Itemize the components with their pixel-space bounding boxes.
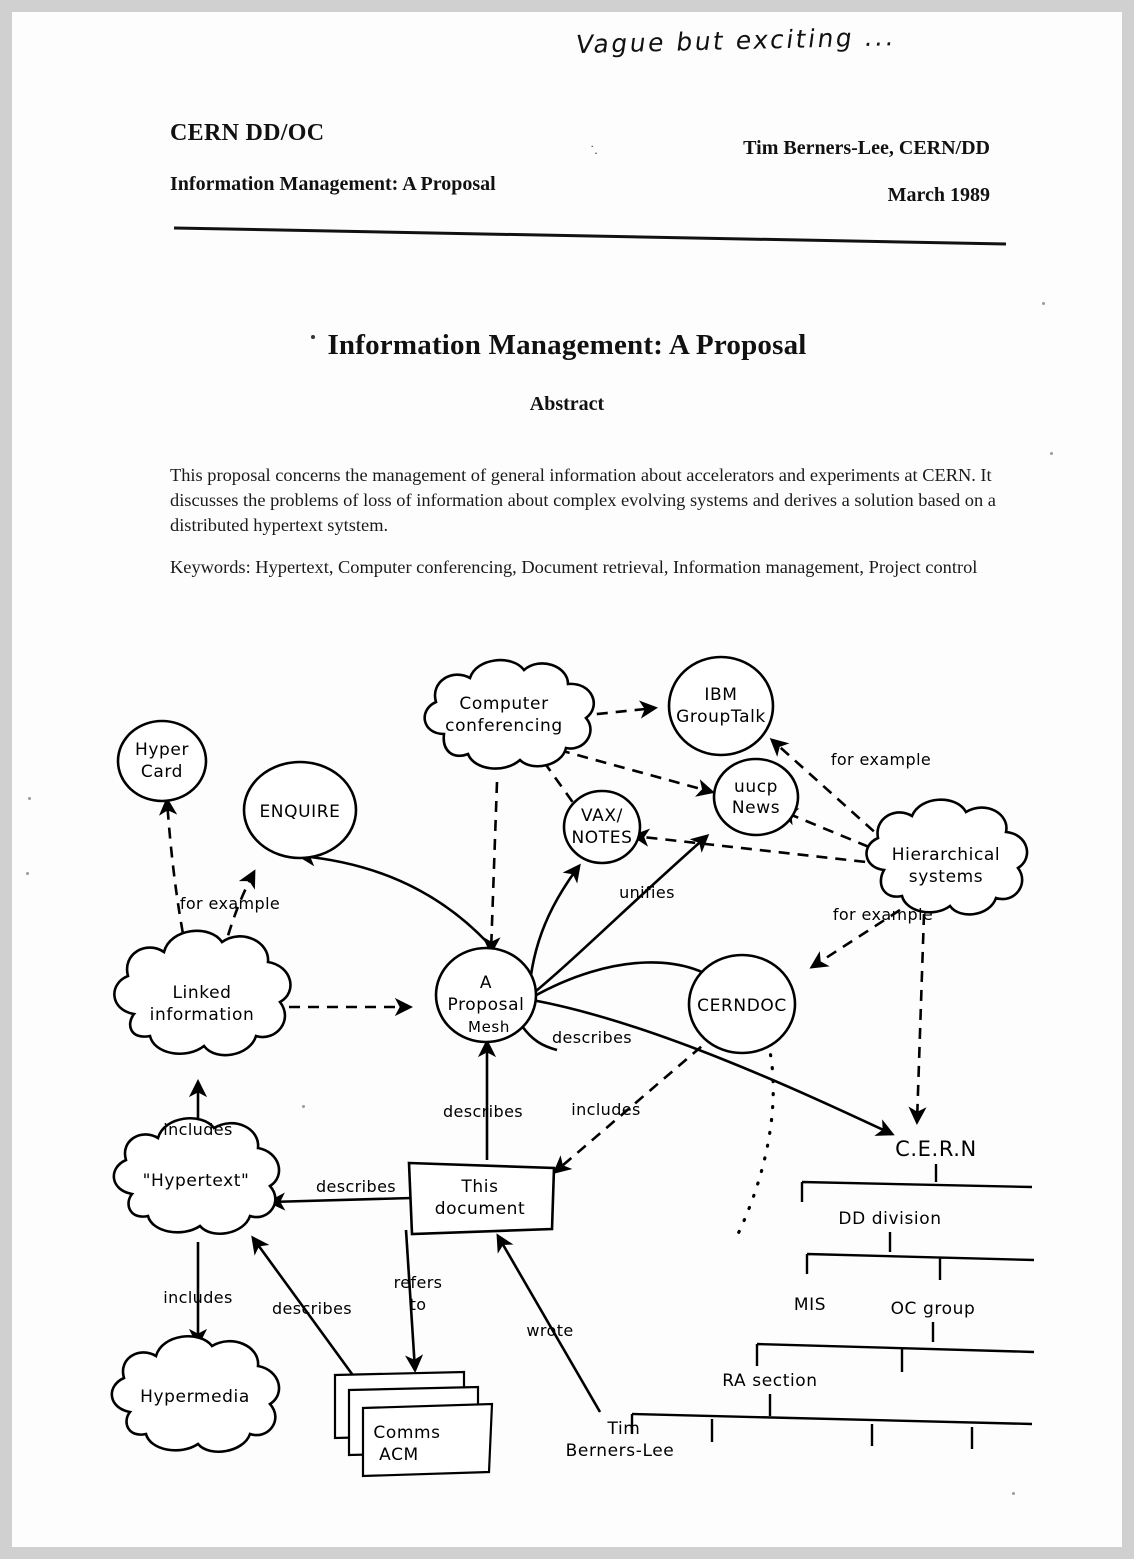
node-computer-conferencing-line1: Computer: [459, 694, 549, 714]
tree-node-dd-division: DD division: [838, 1209, 942, 1229]
node-this-document-line2: document: [434, 1199, 526, 1219]
abstract-heading: Abstract: [529, 393, 605, 415]
node-ibm-grouptalk-line1: IBM: [704, 685, 738, 705]
hypertext-proposal-diagram: [12, 622, 1122, 1522]
node-computer-conferencing-line2: conferencing: [445, 716, 563, 736]
header-date: March 1989: [887, 184, 990, 206]
node-ibm-grouptalk: [669, 657, 773, 755]
node-cerndoc-label: CERNDOC: [697, 996, 787, 1016]
node-card-front-line1: Comms: [373, 1423, 441, 1443]
tree-branch-dd-division: [807, 1232, 1034, 1280]
edge-conferencing-to-uucpnews: [559, 750, 712, 792]
edge-cerndoc-to-mis: [738, 1042, 773, 1234]
edge-label-unifies: unifies: [619, 883, 675, 902]
tree-branch-oc-group: [757, 1322, 1034, 1372]
node-vax-notes-line1: VAX/: [581, 806, 623, 826]
edge-label-for-example-left: for example: [179, 894, 281, 913]
node-a-proposal-line1: A: [479, 973, 493, 993]
node-hypercard: [118, 721, 206, 801]
tree-node-tim-line1: Tim: [607, 1419, 641, 1439]
tree-branch-ra-section: [632, 1394, 1032, 1449]
edge-label-includes-linked: includes: [163, 1120, 233, 1139]
header-author: Tim Berners-Lee, CERN/DD: [743, 137, 990, 159]
node-vax-notes-line2: NOTES: [571, 828, 633, 848]
node-uucp-news: [714, 759, 798, 835]
edge-label-includes-document: includes: [571, 1100, 641, 1119]
edge-conferencing-to-proposal: [491, 782, 497, 952]
tree-node-tim-line2: Berners-Lee: [565, 1441, 675, 1461]
header-subtitle: Information Management: A Proposal: [170, 173, 496, 195]
node-a-proposal-mesh: Mesh: [468, 1018, 510, 1036]
node-linked-information-line1: Linked: [172, 983, 232, 1003]
node-ibm-grouptalk-line2: GroupTalk: [676, 707, 766, 727]
header-rule: [172, 222, 1008, 250]
node-hypertext-label: "Hypertext": [142, 1171, 250, 1191]
edge-label-for-example-lower: for example: [832, 905, 934, 924]
edge-label-includes-hypermedia: includes: [163, 1288, 233, 1307]
edge-label-describes-document-up: describes: [442, 1102, 524, 1121]
edge-label-describes-hypertext: describes: [315, 1177, 397, 1196]
edge-document-to-hypertext: [270, 1198, 412, 1202]
node-hypercard-line1: Hyper: [134, 740, 190, 760]
header-organization: CERN DD/OC: [170, 120, 325, 146]
edge-label-for-example-upper: for example: [830, 750, 932, 769]
edge-label-refers-to-line1: refers: [393, 1273, 443, 1292]
edge-hierarchical-to-cern: [917, 914, 924, 1122]
node-a-proposal-line2: Proposal: [447, 995, 525, 1015]
node-hypercard-line2: Card: [140, 762, 184, 782]
edge-label-describes-cards: describes: [271, 1299, 353, 1318]
edge-label-wrote: wrote: [526, 1321, 574, 1340]
abstract-body: This proposal concerns the management of general information about accelerators and experiments at CERN. It discusses the problems of loss of information about complex evolving systems and derives a solution based on a distributed hypertext sytstem.: [170, 465, 996, 535]
edge-hierarchical-to-vaxnotes: [634, 836, 884, 864]
tree-branch-cern: [802, 1164, 1032, 1202]
scan-speck: [1042, 302, 1045, 305]
scan-speck: [1050, 452, 1053, 455]
tree-node-mis: MIS: [793, 1295, 827, 1315]
keywords-line: Keywords: Hypertext, Computer conferencing, Document retrieval, Information management, Project control: [170, 557, 978, 577]
node-hierarchical-systems-line1: Hierarchical: [891, 845, 1001, 865]
handwritten-annotation: Vague but exciting ...: [574, 22, 899, 60]
node-this-document-line1: This: [461, 1177, 499, 1197]
scan-artifact-mark: ˙.: [590, 142, 598, 157]
paper-sheet: [12, 12, 1122, 1547]
node-card-front-line2: ACM: [379, 1445, 419, 1465]
node-uucp-news-line1: uucp: [733, 777, 779, 797]
edge-label-describes-proposal: describes: [551, 1028, 633, 1047]
node-hypermedia-label: Hypermedia: [140, 1387, 250, 1407]
node-enquire-label: ENQUIRE: [259, 802, 341, 822]
node-linked-information-line2: information: [149, 1005, 255, 1025]
node-uucp-news-line2: News: [731, 798, 781, 818]
page-title: Information Management: A Proposal: [327, 329, 807, 361]
tree-node-oc-group: OC group: [890, 1299, 976, 1319]
tree-node-cern: C.E.R.N: [895, 1137, 977, 1161]
node-vax-notes: [564, 791, 640, 863]
edge-label-refers-to-line2: to: [409, 1295, 427, 1314]
node-hierarchical-systems-line2: systems: [908, 867, 984, 887]
tree-node-ra-section: RA section: [722, 1371, 818, 1391]
